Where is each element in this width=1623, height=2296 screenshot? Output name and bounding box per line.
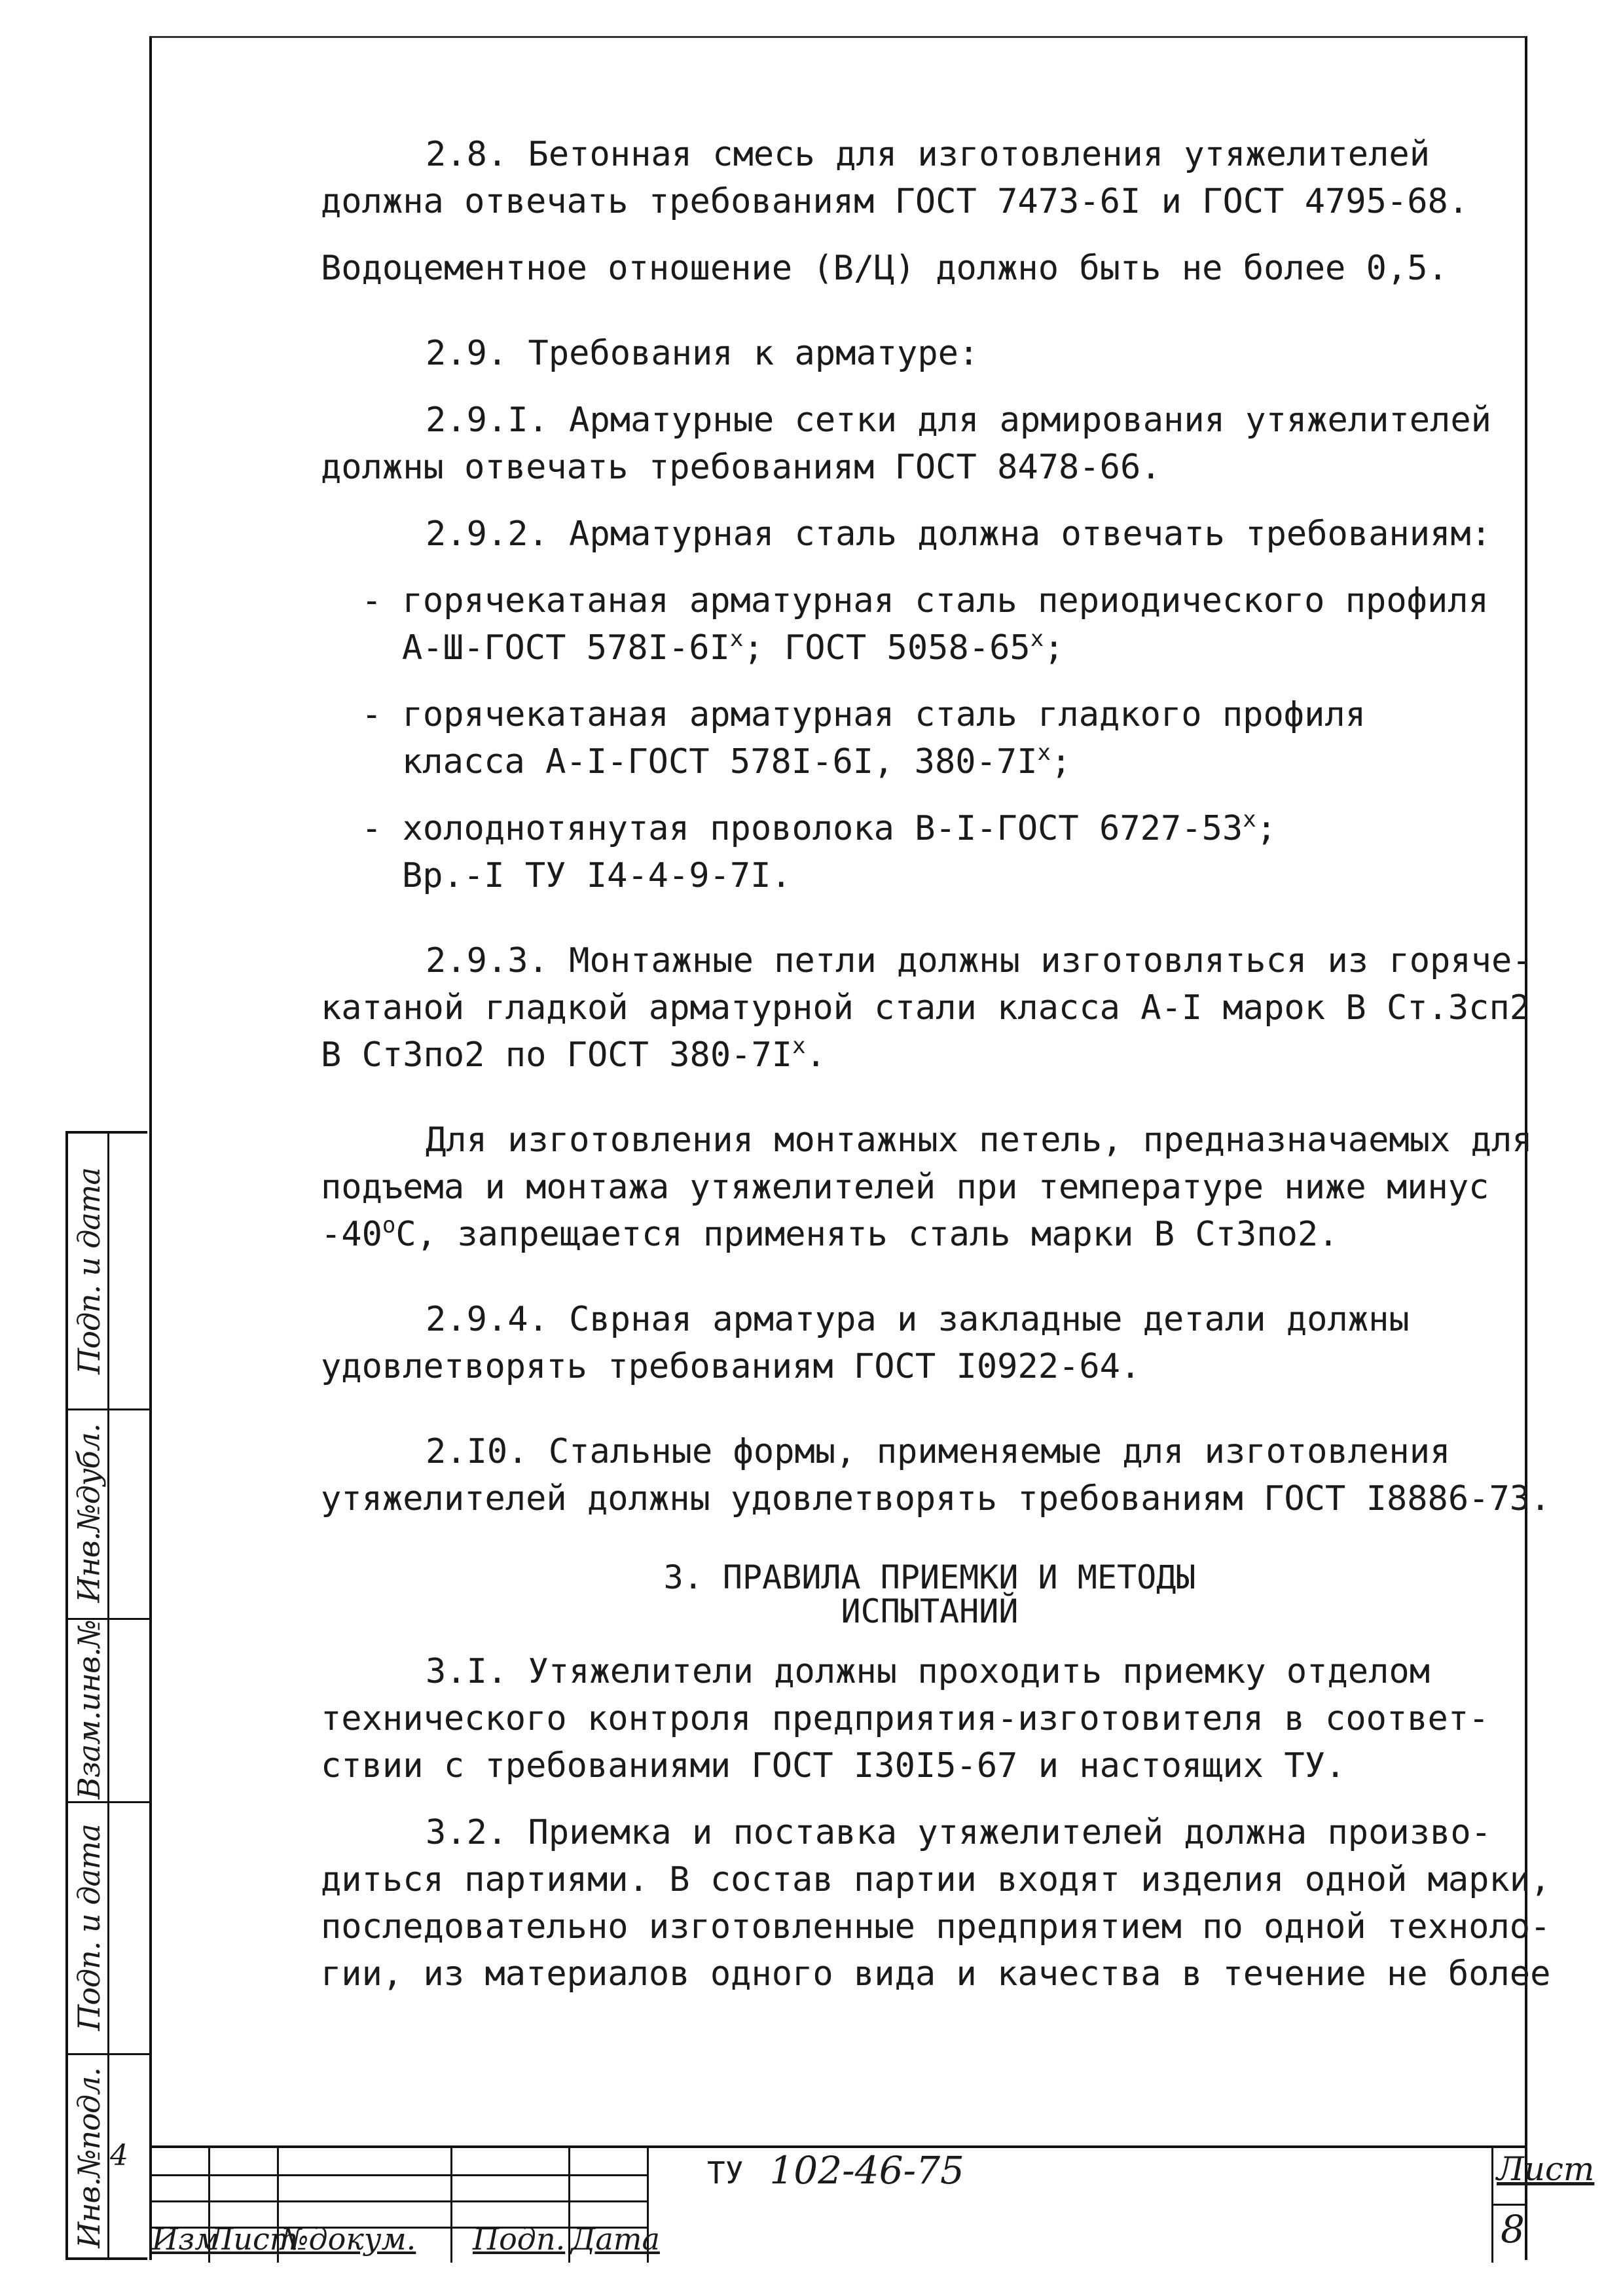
col-date: Дата — [571, 2221, 660, 2257]
side-stamp-orig-inv: Инв.№подл. — [71, 2068, 107, 2248]
para-2-9-3-line3: В Ст3по2 по ГОСТ $380-7I^x$. — [321, 1033, 826, 1075]
para-2-10-line1: 2.I0. Стальные формы, применяемые для изготовления — [426, 1432, 1451, 1471]
para-loops-line2: подъема и монтажа утяжелителей при температуре ниже минус — [321, 1168, 1489, 1207]
side-stamp-dup-inv: Инв.№дубл. — [71, 1424, 107, 1603]
side-stamp-sign-date-1: Подп. и дата — [71, 1168, 107, 1374]
para-2-9-2: 2.9.2. Арматурная сталь должна отвечать требованиям: — [426, 514, 1491, 554]
side-stamp-mark: 4 — [110, 2139, 128, 2172]
para-3-2-line3: последовательно изготовленные предприятием по одной техноло- — [321, 1907, 1551, 1946]
para-2-9: 2.9. Требования к арматуре: — [426, 334, 979, 373]
section-3-heading-line1: 3. ПРАВИЛА ПРИЕМКИ И МЕТОДЫ — [663, 1558, 1196, 1596]
para-2-8-wc-ratio: Водоцементное отношение (В/Ц) должно быть не более 0,5. — [321, 249, 1448, 288]
para-3-2-line4: гии, из материалов одного вида и качества в течение не более — [321, 1954, 1551, 1994]
bullet-2-line2: класса А-I-ГОСТ 578I-6I, $380-7I^x$; — [402, 740, 1072, 781]
section-3-heading-line2: ИСПЫТАНИЙ — [841, 1592, 1019, 1630]
bullet-3-line1: - холоднотянутая проволока В-I-ГОСТ 6727-53$^x$; — [361, 806, 1277, 848]
col-sheet: Лист — [208, 2221, 299, 2257]
document-body — [321, 131, 1551, 1998]
sheet-number: 8 — [1501, 2207, 1525, 2251]
para-2-9-3-line2: катаной гладкой арматурной стали класса А-I марок В Ст.3сп2 — [321, 988, 1531, 1028]
bullet-1-line2: А-Ш-ГОСТ $578I-6I^x$; ГОСТ 5058-65$^x$; — [402, 626, 1065, 668]
col-doc-no: №докум. — [280, 2221, 416, 2257]
sheet-label: Лист — [1497, 2150, 1595, 2188]
side-stamp-replace-inv: Взам.инв.№ — [71, 1620, 107, 1799]
para-2-8-line2: должна отвечать требованиям ГОСТ 7473-6I и ГОСТ 4795-68. — [321, 182, 1469, 221]
para-3-1-line1: 3.I. Утяжелители должны проходить приемку отделом — [426, 1652, 1431, 1691]
para-2-9-3-line1: 2.9.3. Монтажные петли должны изготовляться из горяче- — [426, 941, 1533, 980]
para-3-2-line1: 3.2. Приемка и поставка утяжелителей должна произво- — [426, 1813, 1491, 1852]
para-3-2-line2: диться партиями. В состав партии входят изделия одной марки, — [321, 1860, 1551, 1899]
para-2-9-1-line1: 2.9.I. Арматурные сетки для армирования утяжелителей — [426, 401, 1491, 440]
document-designation: ТУ 102-46-75 — [707, 2148, 964, 2193]
side-stamp — [65, 1131, 147, 2260]
para-3-1-line3: ствии с требованиями ГОСТ I30I5-67 и настоящих ТУ. — [321, 1746, 1346, 1785]
para-2-9-4-line2: удовлетворять требованиям ГОСТ I0922-64. — [321, 1347, 1141, 1386]
bullet-2-line1: - горячекатаная арматурная сталь гладкого профиля — [361, 695, 1366, 734]
para-loops-line1: Для изготовления монтажных петель, предназначаемых для — [426, 1121, 1533, 1160]
bullet-1-line1: - горячекатаная арматурная сталь периодического профиля — [361, 581, 1489, 620]
para-2-9-1-line2: должны отвечать требованиям ГОСТ 8478-66. — [321, 448, 1161, 487]
para-2-10-line2: утяжелителей должны удовлетворять требованиям ГОСТ I8886-73. — [321, 1479, 1551, 1518]
col-change: Изм — [152, 2221, 220, 2257]
para-2-9-4-line1: 2.9.4. Свpная арматура и закладные детали должны — [426, 1300, 1410, 1339]
col-sign: Подп. — [473, 2221, 566, 2257]
para-2-8-line1: 2.8. Бетонная смесь для изготовления утяжелителей — [426, 135, 1431, 174]
bullet-3-line2: Вр.-I ТУ I4-4-9-7I. — [402, 856, 792, 895]
side-stamp-sign-date-2: Подп. и дата — [71, 1823, 107, 2031]
para-loops-line3: $-40^оС$, запрещается применять сталь марки В Ст3по2. — [321, 1212, 1339, 1254]
para-3-1-line2: технического контроля предприятия-изготовителя в соответ- — [321, 1699, 1489, 1738]
